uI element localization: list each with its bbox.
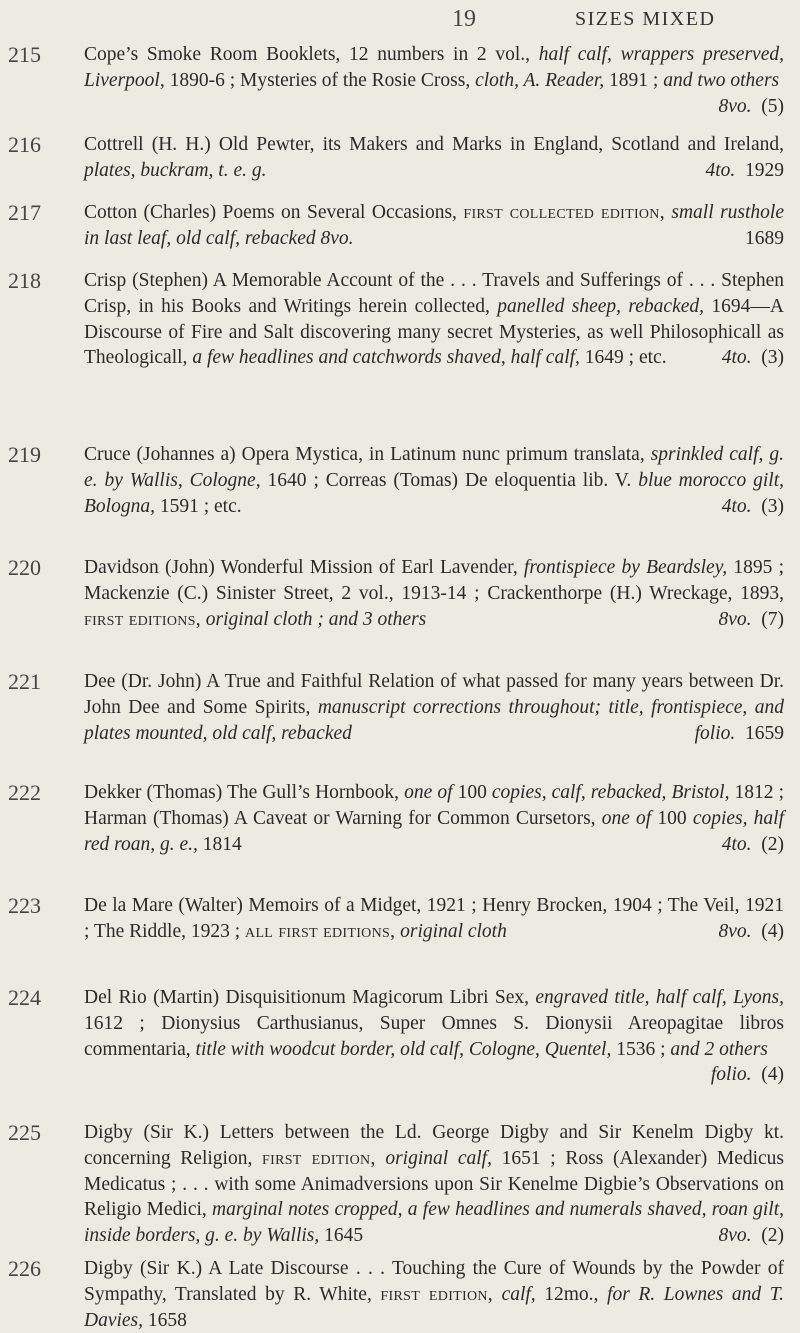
format-and-lots bbox=[722, 832, 784, 858]
description-segment: 8vo. bbox=[320, 227, 354, 249]
description-segment: 1890-6 ; Mysteries of the Rosie Cross, bbox=[164, 69, 476, 91]
description-segment: one of bbox=[601, 807, 652, 829]
format-and-lots bbox=[718, 919, 784, 945]
description-segment: small rusthole in last leaf, old calf, rebacked bbox=[84, 202, 785, 249]
description-segment: cloth, A. Reader, bbox=[475, 69, 605, 91]
book-format: folio. bbox=[710, 1064, 752, 1086]
description-segment: Cotton (Charles) Poems on Several Occasions, bbox=[84, 202, 464, 223]
format-and-lots bbox=[745, 226, 784, 252]
description-segment: 1640 ; Correas (Tomas) De eloquentia lib. V. bbox=[260, 469, 639, 491]
description-segment: first edition, bbox=[380, 1283, 493, 1305]
lot-description bbox=[84, 780, 784, 857]
description-segment: 1812 ; Harman (Thomas) A Caveat or Warning for Common Cursetors, bbox=[84, 782, 784, 829]
lot-count: (2) bbox=[761, 833, 784, 855]
lot-description bbox=[84, 669, 784, 746]
description-segment: calf, bbox=[501, 1283, 536, 1305]
book-format: 8vo. bbox=[718, 95, 752, 117]
book-format: 8vo. bbox=[718, 920, 752, 942]
description-segment: for R. Lownes and T. Davies, bbox=[84, 1283, 785, 1331]
lot-number: 222 bbox=[8, 780, 41, 805]
format-and-lots bbox=[705, 158, 784, 184]
description-segment: manuscript corrections throughout; title, frontispiece, and plates mounted, old calf, rebacked bbox=[84, 696, 784, 744]
description-segment: first editions, bbox=[84, 608, 201, 630]
description-segment: Del Rio (Martin) Disquisitionum Magicorum Libri Sex, bbox=[84, 987, 536, 1008]
lot-description bbox=[84, 985, 784, 1088]
description-segment: and 2 others bbox=[670, 1038, 768, 1060]
book-format: 4to. bbox=[721, 833, 752, 855]
description-segment: 1591 ; etc. bbox=[154, 495, 242, 517]
description-segment: engraved title, half calf, Lyons, bbox=[535, 987, 785, 1008]
description-segment: Digby (Sir K.) A Late Discourse . . . Touching the Cure of Wounds by the Powder of Sympathy, Translated by R. White, bbox=[84, 1258, 784, 1305]
description-segment: 100 bbox=[651, 807, 693, 829]
description-segment: Cottrell (H. H.) Old Pewter, its Makers and Marks in England, Scotland and Ireland, bbox=[84, 134, 784, 155]
description-segment: Davidson (John) Wonderful Mission of Earl Lavender, bbox=[84, 557, 524, 578]
lot-count: 1929 bbox=[745, 159, 784, 181]
lot-count: 1689 bbox=[745, 227, 784, 249]
description-segment: 1694—A Discourse of Fire and Salt discovering many secret Mysteries, as well Philosophicall as Theologicall, bbox=[84, 295, 784, 369]
description-segment: 1612 ; Dionysius Carthusianus, Super Omnes S. Dionysii Areopagitae libros commentaria, bbox=[84, 1012, 784, 1060]
description-segment: half calf, wrappers preserved, Liverpool, bbox=[84, 44, 784, 91]
lot-number: 217 bbox=[8, 200, 41, 225]
description-segment: plates, buckram, t. e. g. bbox=[84, 159, 267, 181]
description-segment: 1658 bbox=[143, 1309, 187, 1331]
description-segment: copies, half red roan, g. e., bbox=[84, 807, 785, 855]
book-format: 4to. bbox=[705, 159, 736, 181]
format-and-lots bbox=[722, 494, 784, 520]
description-segment: Cope’s Smoke Room Booklets, 12 numbers in 2 vol., bbox=[84, 44, 539, 65]
description-segment: blue morocco gilt, Bologna, bbox=[84, 469, 784, 517]
description-segment: De la Mare (Walter) Memoirs of a Midget, 1921 ; Henry Brocken, 1904 ; The Veil, 1921 ; The Riddle, 1923 ; bbox=[84, 895, 784, 942]
format-and-lots bbox=[718, 94, 784, 120]
lot-number: 216 bbox=[8, 132, 41, 157]
description-segment: 1645 bbox=[319, 1225, 364, 1247]
lot-number: 220 bbox=[8, 555, 41, 580]
book-format: folio. bbox=[694, 722, 736, 744]
description-segment: first edition, bbox=[262, 1147, 376, 1169]
description-segment bbox=[493, 1284, 502, 1305]
format-and-lots bbox=[711, 1062, 784, 1088]
lot-count: 1659 bbox=[745, 722, 784, 744]
book-format: 4to. bbox=[721, 347, 752, 369]
description-segment: 1649 ; etc. bbox=[579, 347, 667, 369]
lot-description bbox=[84, 42, 784, 119]
lot-description bbox=[84, 268, 784, 371]
description-segment: one of bbox=[404, 782, 453, 803]
lot-count: (4) bbox=[761, 1064, 784, 1086]
description-segment: title with woodcut border, old calf, Cologne, Quentel, bbox=[195, 1038, 612, 1060]
description-segment: original cloth bbox=[400, 920, 507, 942]
description-segment: all first editions, bbox=[245, 920, 396, 942]
description-segment: first collected edition, bbox=[463, 202, 665, 223]
book-format: 4to. bbox=[721, 495, 752, 517]
lot-count: (3) bbox=[761, 495, 784, 517]
format-and-lots bbox=[718, 1223, 784, 1249]
description-segment: marginal notes cropped, a few headlines and numerals shaved, roan gilt, inside borders, g. e. by Wallis, bbox=[84, 1199, 784, 1247]
lot-description bbox=[84, 893, 784, 945]
description-segment: 100 bbox=[452, 782, 492, 803]
lot-description bbox=[84, 200, 784, 252]
description-segment: Cruce (Johannes a) Opera Mystica, in Latinum nunc primum translata, bbox=[84, 444, 651, 465]
format-and-lots bbox=[722, 345, 784, 371]
lot-description bbox=[84, 1256, 784, 1333]
lot-count: (4) bbox=[761, 920, 784, 942]
description-segment: Dee (Dr. John) A True and Faithful Relation of what passed for many years between Dr. John Dee and Some Spirits, bbox=[84, 671, 784, 718]
section-title: SIZES MIXED bbox=[575, 8, 716, 30]
page-header bbox=[0, 6, 800, 36]
description-segment: Dekker (Thomas) The Gull’s Hornbook, bbox=[84, 782, 405, 803]
lot-description bbox=[84, 132, 784, 184]
description-segment: copies, calf, rebacked, Bristol, bbox=[491, 782, 730, 803]
description-segment: sprinkled calf, g. e. by Wallis, Cologne, bbox=[84, 444, 784, 491]
lot-number: 224 bbox=[8, 985, 41, 1010]
lot-description bbox=[84, 555, 784, 632]
description-segment: 1895 ; Mackenzie (C.) Sinister Street, 2 vol., 1913-14 ; Crackenthorpe (H.) Wreckage, 1893, bbox=[84, 557, 785, 604]
lot-description bbox=[84, 1120, 784, 1249]
description-segment: 1814 bbox=[197, 833, 242, 855]
lot-number: 225 bbox=[8, 1120, 41, 1145]
lot-number: 215 bbox=[8, 42, 41, 67]
lot-count: (7) bbox=[761, 608, 784, 630]
format-and-lots bbox=[718, 607, 784, 633]
description-segment: Crisp (Stephen) A Memorable Account of the . . . Travels and Sufferings of . . . Stephen Crisp, in his Books and Writings herein collected, bbox=[84, 270, 784, 317]
book-format: 8vo. bbox=[718, 1225, 752, 1247]
lot-number: 219 bbox=[8, 442, 41, 467]
description-segment: 1536 ; bbox=[611, 1038, 671, 1060]
description-segment: panelled sheep, rebacked, bbox=[497, 295, 705, 317]
description-segment: frontispiece by Beardsley, bbox=[523, 557, 728, 578]
description-segment: a few headlines and catchwords shaved, half calf, bbox=[192, 347, 580, 369]
description-segment: original cloth ; and 3 others bbox=[205, 608, 427, 630]
description-segment bbox=[376, 1148, 386, 1169]
description-segment: original calf, bbox=[385, 1147, 492, 1169]
lot-number: 221 bbox=[8, 669, 41, 694]
description-segment: and two others bbox=[663, 69, 780, 91]
lot-number: 226 bbox=[8, 1256, 41, 1281]
description-segment: Digby (Sir K.) Letters between the Ld. George Digby and Sir Kenelm Digby kt. concerning Religion, bbox=[84, 1122, 784, 1169]
lot-count: (3) bbox=[761, 347, 784, 369]
description-segment: 1891 ; bbox=[604, 69, 664, 91]
lot-description bbox=[84, 442, 784, 519]
format-and-lots bbox=[695, 721, 784, 747]
book-format: 8vo. bbox=[718, 608, 752, 630]
lot-number: 223 bbox=[8, 893, 41, 918]
description-segment: 12mo., bbox=[535, 1283, 608, 1305]
description-segment: 1651 ; Ross (Alexander) Medicus Medicatus ; . . . with some Animadversions upon Sir Kenelme Digbie’s Observations on Religio Medici, bbox=[84, 1147, 785, 1221]
page-number: 19 bbox=[452, 6, 476, 32]
lot-count: (2) bbox=[761, 1225, 784, 1247]
lot-number: 218 bbox=[8, 268, 41, 293]
lot-count: (5) bbox=[761, 95, 784, 117]
